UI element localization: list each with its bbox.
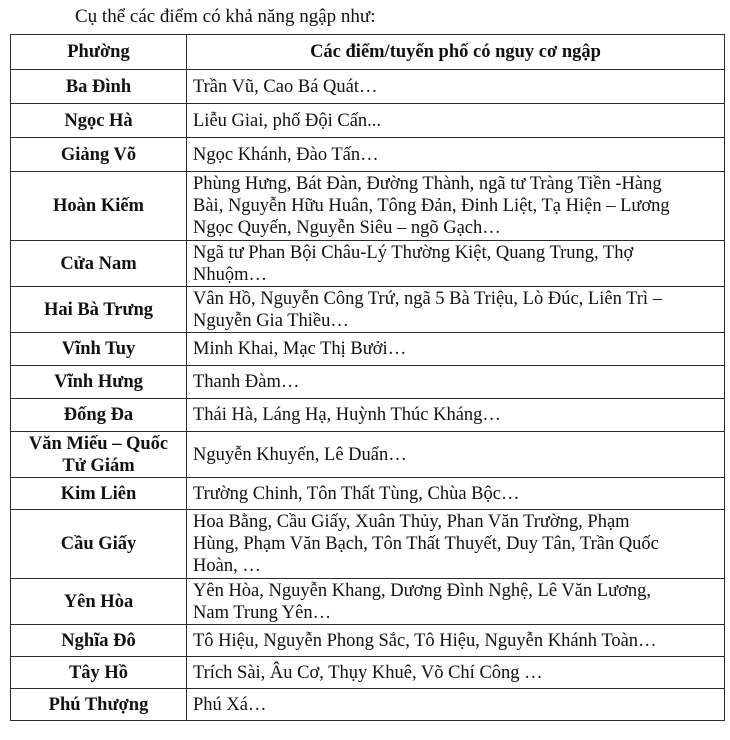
ward-name-line: Cầu Giấy <box>60 534 137 554</box>
table-row <box>11 689 725 721</box>
ward-name-line: Tây Hồ <box>68 662 129 683</box>
table-row <box>11 70 725 104</box>
flood-spots-cell <box>187 399 725 432</box>
flood-spots-line: Minh Khai, Mạc Thị Bưởi… <box>193 339 407 359</box>
flood-spots-cell <box>187 287 725 333</box>
ward-name-line: Hoàn Kiếm <box>53 196 144 216</box>
ward-cell <box>11 138 187 172</box>
table-row <box>11 104 725 138</box>
ward-cell <box>11 241 187 287</box>
ward-name-line: Cửa Nam <box>60 253 137 274</box>
flood-spots-cell <box>187 625 725 657</box>
flood-spots-line: Tô Hiệu, Nguyễn Phong Sắc, Tô Hiệu, Nguyễn Khánh Toàn… <box>193 630 657 651</box>
ward-name-line: Nghĩa Đô <box>61 630 136 651</box>
ward-cell <box>11 104 187 138</box>
ward-cell <box>11 478 187 510</box>
flood-spots-line: Nhuộm… <box>193 264 267 285</box>
flood-spots-cell <box>187 510 725 579</box>
flood-spots-line: Hoàn, … <box>193 556 261 576</box>
ward-name-line: Yên Hòa <box>63 591 134 612</box>
ward-cell <box>11 510 187 579</box>
flood-spots-cell <box>187 432 725 478</box>
flood-spots-cell <box>187 241 725 287</box>
flood-spots-cell <box>187 172 725 241</box>
flood-spots-cell <box>187 70 725 104</box>
table-row <box>11 138 725 172</box>
table-row <box>11 478 725 510</box>
ward-name-line: Ba Đình <box>65 76 132 97</box>
table-row <box>11 287 725 333</box>
ward-name-line: Ngọc Hà <box>64 110 133 131</box>
flood-spots-cell <box>187 657 725 689</box>
flood-spots-line: Trường Chinh, Tôn Thất Tùng, Chùa Bộc… <box>193 483 520 504</box>
ward-name-line: Văn Miếu – Quốc <box>28 433 169 454</box>
ward-name-line: Giảng Võ <box>60 144 137 165</box>
flood-spots-line: Ngọc Khánh, Đào Tấn… <box>193 144 379 165</box>
ward-cell <box>11 625 187 657</box>
flood-spots-line: Ngã tư Phan Bội Châu-Lý Thường Kiệt, Quang Trung, Thợ <box>193 242 634 263</box>
flood-spots-cell <box>187 104 725 138</box>
flood-spots-line: Hoa Bằng, Cầu Giấy, Xuân Thủy, Phan Văn Trường, Phạm <box>193 512 630 532</box>
flood-spots-cell <box>187 138 725 172</box>
ward-cell <box>11 366 187 399</box>
ward-cell <box>11 287 187 333</box>
header-spots: Các điểm/tuyến phố có nguy cơ ngập <box>187 35 725 70</box>
flood-points-table <box>10 34 725 721</box>
ward-cell <box>11 172 187 241</box>
flood-spots-line: Ngọc Quyến, Nguyễn Siêu – ngõ Gạch… <box>193 218 501 238</box>
flood-spots-line: Nam Trung Yên… <box>193 602 332 623</box>
ward-cell <box>11 432 187 478</box>
ward-name-line: Kim Liên <box>60 483 137 504</box>
flood-spots-line: Thái Hà, Láng Hạ, Huỳnh Thúc Kháng… <box>193 405 501 425</box>
table-header-row <box>11 35 725 70</box>
flood-spots-cell <box>187 689 725 721</box>
table-row <box>11 366 725 399</box>
flood-spots-line: Trích Sài, Âu Cơ, Thụy Khuê, Võ Chí Công … <box>193 662 543 683</box>
flood-spots-line: Phùng Hưng, Bát Đàn, Đường Thành, ngã tư Tràng Tiền -Hàng <box>193 174 662 194</box>
ward-name-line: Tử Giám <box>62 455 135 476</box>
ward-cell <box>11 657 187 689</box>
table-row <box>11 172 725 241</box>
ward-name-line: Vĩnh Hưng <box>54 372 143 392</box>
flood-spots-line: Nguyễn Khuyến, Lê Duẩn… <box>193 444 407 465</box>
table-row <box>11 241 725 287</box>
flood-spots-cell <box>187 579 725 625</box>
flood-spots-line: Thanh Đàm… <box>193 372 300 392</box>
ward-name-line: Hai Bà Trưng <box>43 299 154 320</box>
flood-spots-line: Yên Hòa, Nguyễn Khang, Dương Đình Nghệ, Lê Văn Lương, <box>193 580 652 601</box>
table-row <box>11 432 725 478</box>
table-row <box>11 579 725 625</box>
table-row <box>11 399 725 432</box>
ward-cell <box>11 689 187 721</box>
ward-cell <box>11 70 187 104</box>
header-ward: Phường <box>11 35 187 70</box>
flood-spots-line: Phú Xá… <box>193 694 267 715</box>
ward-name-line: Vĩnh Tuy <box>61 339 136 359</box>
ward-cell <box>11 333 187 366</box>
flood-spots-line: Hùng, Phạm Văn Bạch, Tôn Thất Thuyết, Duy Tân, Trần Quốc <box>193 534 659 554</box>
ward-name-line: Phú Thượng <box>48 694 149 715</box>
intro-text: Cụ thể các điểm có khả năng ngập như: <box>75 6 376 27</box>
flood-spots-line: Vân Hồ, Nguyễn Công Trứ, ngã 5 Bà Triệu, Lò Đúc, Liên Trì – <box>193 288 662 309</box>
flood-spots-line: Trần Vũ, Cao Bá Quát… <box>193 76 378 97</box>
flood-spots-line: Bài, Nguyễn Hữu Huân, Tông Đản, Đinh Liệt, Tạ Hiện – Lương <box>193 196 670 216</box>
table-row <box>11 333 725 366</box>
flood-spots-cell <box>187 333 725 366</box>
flood-spots-line: Nguyễn Gia Thiều… <box>193 310 349 331</box>
table-row <box>11 625 725 657</box>
table-row <box>11 510 725 579</box>
ward-name-line: Đống Đa <box>63 405 134 425</box>
flood-spots-cell <box>187 366 725 399</box>
ward-cell <box>11 579 187 625</box>
flood-spots-cell <box>187 478 725 510</box>
ward-cell <box>11 399 187 432</box>
table-row <box>11 657 725 689</box>
table-body <box>11 70 725 721</box>
flood-spots-line: Liễu Giai, phố Đội Cấn... <box>193 110 382 131</box>
